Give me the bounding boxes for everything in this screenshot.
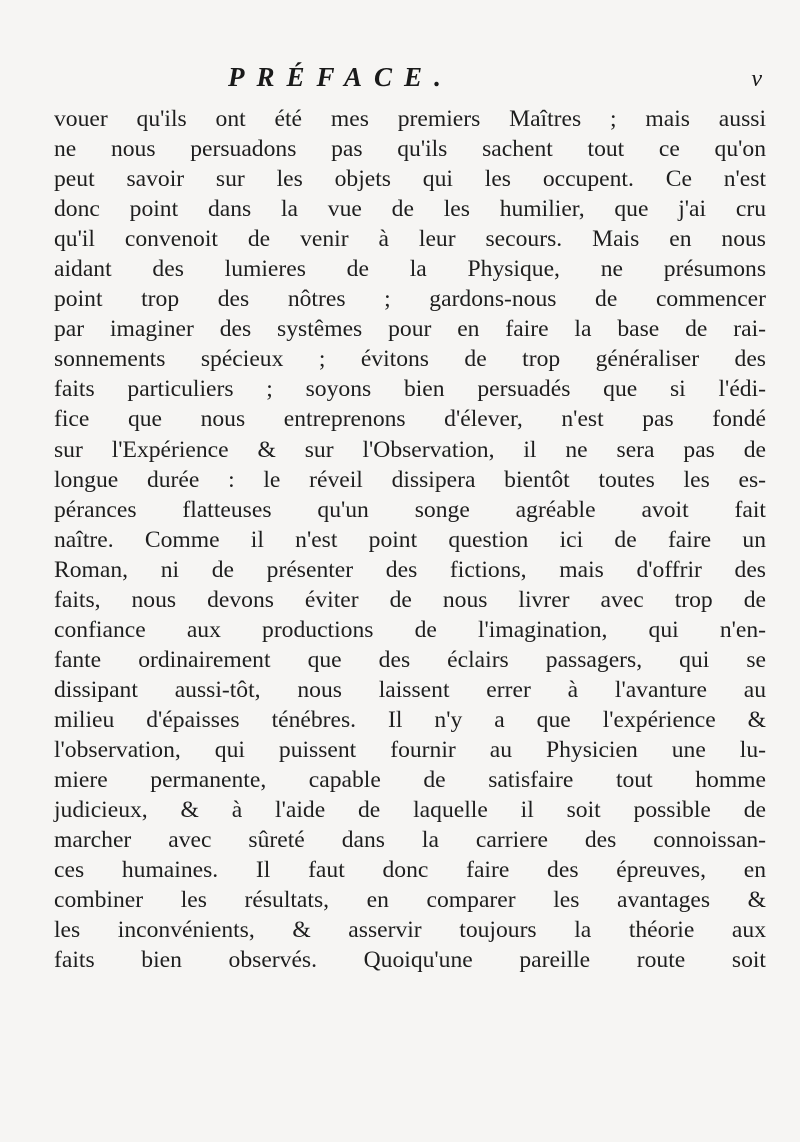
text-line: sonnements spécieux ; évitons de trop généraliser des: [54, 346, 766, 373]
text-line: les inconvénients, & asservir toujours la théorie aux: [54, 917, 766, 944]
text-line: combiner les résultats, en comparer les avantages &: [54, 887, 766, 914]
text-line: confiance aux productions de l'imagination, qui n'en-: [54, 616, 766, 643]
text-line: marcher avec sûreté dans la carriere des connoissan-: [54, 827, 766, 854]
text-line: fante ordinairement que des éclairs passagers, qui se: [54, 646, 766, 673]
text-line: miere permanente, capable de satisfaire tout homme: [54, 767, 766, 794]
text-line: milieu d'épaisses ténébres. Il n'y a que l'expérience &: [54, 706, 766, 733]
page-number: v: [751, 66, 762, 92]
text-line: naître. Comme il n'est point question ici de faire un: [54, 526, 766, 553]
text-line: qu'il convenoit de venir à leur secours. Mais en nous: [54, 226, 766, 253]
text-line: peut savoir sur les objets qui les occupent. Ce n'est: [54, 166, 766, 193]
text-line: longue durée : le réveil dissipera bientôt toutes les es-: [54, 466, 766, 493]
text-line: pérances flatteuses qu'un songe agréable avoit fait: [54, 496, 766, 523]
text-line: l'observation, qui puissent fournir au Physicien une lu-: [54, 736, 766, 763]
text-line: fice que nous entreprenons d'élever, n'est pas fondé: [54, 406, 766, 433]
text-line: dissipant aussi-tôt, nous laissent errer à l'avanture au: [54, 676, 766, 703]
text-line: aidant des lumieres de la Physique, ne présumons: [54, 256, 766, 283]
text-line: ne nous persuadons pas qu'ils sachent tout ce qu'on: [54, 136, 766, 163]
text-line: sur l'Expérience & sur l'Observation, il ne sera pas de: [54, 436, 766, 463]
running-head: [0, 62, 800, 98]
text-line: judicieux, & à l'aide de laquelle il soit possible de: [54, 797, 766, 824]
text-line: point trop des nôtres ; gardons-nous de commencer: [54, 286, 766, 313]
text-line: faits bien observés. Quoiqu'une pareille route soit: [54, 947, 766, 974]
text-line: vouer qu'ils ont été mes premiers Maîtres ; mais aussi: [54, 106, 766, 132]
text-line: faits particuliers ; soyons bien persuadés que si l'édi-: [54, 376, 766, 403]
running-title: PRÉFACE.: [228, 62, 453, 92]
text-line: Roman, ni de présenter des fictions, mais d'offrir des: [54, 556, 766, 583]
text-line: donc point dans la vue de les humilier, que j'ai cru: [54, 196, 766, 223]
body-text: [54, 104, 766, 975]
text-line: ces humaines. Il faut donc faire des épreuves, en: [54, 857, 766, 884]
text-line: par imaginer des systêmes pour en faire la base de rai-: [54, 316, 766, 343]
text-line: faits, nous devons éviter de nous livrer avec trop de: [54, 586, 766, 613]
